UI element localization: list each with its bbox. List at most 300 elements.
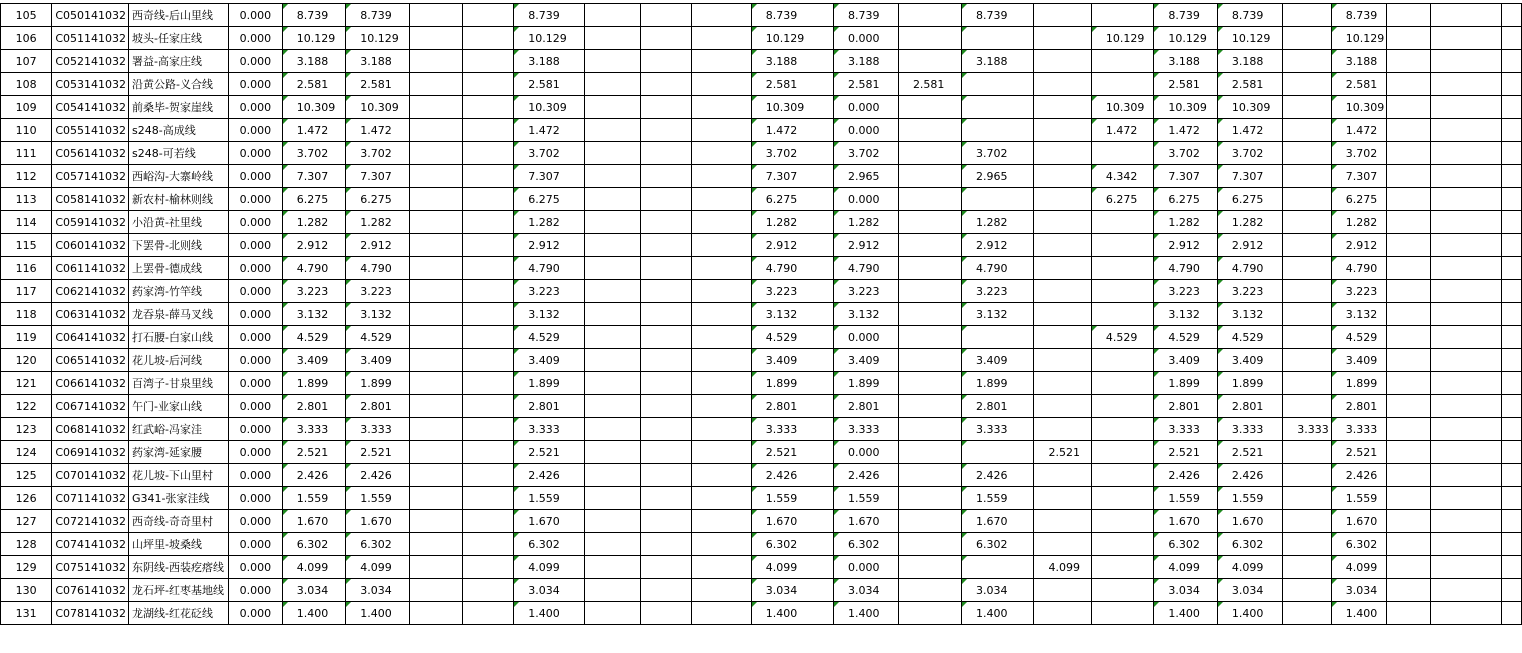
table-cell[interactable] — [1091, 257, 1154, 280]
table-cell[interactable] — [1431, 280, 1502, 303]
table-cell[interactable] — [1034, 372, 1091, 395]
table-cell[interactable] — [640, 50, 692, 73]
table-cell[interactable]: 2.801 — [1217, 395, 1282, 418]
table-cell[interactable] — [692, 372, 751, 395]
table-cell[interactable]: 1.559 — [834, 487, 899, 510]
table-cell[interactable] — [1034, 142, 1091, 165]
table-cell[interactable] — [463, 602, 514, 625]
table-cell[interactable] — [1502, 602, 1522, 625]
table-cell[interactable] — [1387, 556, 1431, 579]
table-cell[interactable]: G341-张家洼线 — [129, 487, 229, 510]
table-cell[interactable]: 129 — [1, 556, 52, 579]
table-cell[interactable]: 4.790 — [1217, 257, 1282, 280]
table-cell[interactable] — [1387, 119, 1431, 142]
table-cell[interactable]: C062141032 — [52, 280, 129, 303]
table-cell[interactable] — [409, 510, 463, 533]
table-cell[interactable]: 3.333 — [1217, 418, 1282, 441]
table-cell[interactable]: 0.000 — [228, 533, 282, 556]
table-cell[interactable]: 3.409 — [346, 349, 409, 372]
table-cell[interactable] — [585, 27, 641, 50]
table-cell[interactable] — [463, 234, 514, 257]
table-cell[interactable]: 2.912 — [346, 234, 409, 257]
table-cell[interactable]: 1.670 — [962, 510, 1034, 533]
table-cell[interactable]: 0.000 — [834, 556, 899, 579]
table-cell[interactable] — [1091, 234, 1154, 257]
table-cell[interactable]: 3.223 — [346, 280, 409, 303]
table-cell[interactable] — [463, 441, 514, 464]
table-cell[interactable]: 3.188 — [282, 50, 345, 73]
table-cell[interactable]: 1.899 — [751, 372, 833, 395]
table-cell[interactable]: C057141032 — [52, 165, 129, 188]
table-cell[interactable]: 118 — [1, 303, 52, 326]
table-cell[interactable] — [1034, 602, 1091, 625]
table-cell[interactable]: 7.307 — [751, 165, 833, 188]
table-cell[interactable]: 1.282 — [751, 211, 833, 234]
table-cell[interactable]: 3.333 — [751, 418, 833, 441]
table-cell[interactable]: 121 — [1, 372, 52, 395]
table-cell[interactable] — [1387, 487, 1431, 510]
table-cell[interactable]: 2.912 — [1154, 234, 1217, 257]
table-cell[interactable]: 8.739 — [282, 4, 345, 27]
table-cell[interactable] — [1387, 418, 1431, 441]
table-cell[interactable]: 120 — [1, 349, 52, 372]
table-cell[interactable] — [585, 96, 641, 119]
table-cell[interactable]: 0.000 — [228, 73, 282, 96]
table-cell[interactable] — [1387, 303, 1431, 326]
table-cell[interactable]: 3.409 — [1331, 349, 1387, 372]
table-cell[interactable]: C063141032 — [52, 303, 129, 326]
table-cell[interactable]: 113 — [1, 188, 52, 211]
table-cell[interactable] — [1431, 464, 1502, 487]
table-cell[interactable]: 6.275 — [1331, 188, 1387, 211]
table-cell[interactable] — [1502, 326, 1522, 349]
table-cell[interactable] — [1502, 142, 1522, 165]
table-cell[interactable] — [898, 487, 961, 510]
table-cell[interactable]: 8.739 — [1217, 4, 1282, 27]
table-cell[interactable]: 1.559 — [751, 487, 833, 510]
table-cell[interactable]: 0.000 — [228, 464, 282, 487]
table-cell[interactable]: 7.307 — [282, 165, 345, 188]
table-cell[interactable] — [1034, 188, 1091, 211]
table-cell[interactable] — [1283, 395, 1332, 418]
table-cell[interactable]: 1.472 — [1091, 119, 1154, 142]
table-cell[interactable]: 108 — [1, 73, 52, 96]
table-cell[interactable]: 0.000 — [228, 303, 282, 326]
table-cell[interactable]: 10.309 — [514, 96, 585, 119]
table-cell[interactable] — [692, 119, 751, 142]
table-cell[interactable] — [1502, 487, 1522, 510]
table-cell[interactable] — [463, 395, 514, 418]
table-cell[interactable]: 3.333 — [962, 418, 1034, 441]
table-cell[interactable] — [1431, 119, 1502, 142]
table-cell[interactable]: 1.400 — [751, 602, 833, 625]
table-cell[interactable] — [898, 510, 961, 533]
table-cell[interactable]: 4.529 — [1154, 326, 1217, 349]
table-cell[interactable] — [1431, 372, 1502, 395]
table-cell[interactable] — [585, 50, 641, 73]
table-cell[interactable] — [409, 441, 463, 464]
table-cell[interactable]: 1.400 — [1331, 602, 1387, 625]
table-cell[interactable]: 1.282 — [834, 211, 899, 234]
table-cell[interactable] — [962, 326, 1034, 349]
table-cell[interactable] — [1034, 73, 1091, 96]
table-cell[interactable] — [1387, 510, 1431, 533]
table-cell[interactable]: 2.912 — [1331, 234, 1387, 257]
table-cell[interactable] — [585, 556, 641, 579]
table-cell[interactable] — [1034, 119, 1091, 142]
table-cell[interactable] — [463, 303, 514, 326]
table-cell[interactable]: 2.521 — [282, 441, 345, 464]
table-cell[interactable] — [1502, 533, 1522, 556]
table-cell[interactable] — [463, 326, 514, 349]
table-cell[interactable] — [585, 372, 641, 395]
table-cell[interactable] — [692, 556, 751, 579]
table-cell[interactable] — [1091, 602, 1154, 625]
table-cell[interactable]: 打石腰-白家山线 — [129, 326, 229, 349]
table-cell[interactable]: 0.000 — [228, 349, 282, 372]
table-cell[interactable] — [640, 418, 692, 441]
table-cell[interactable]: 3.034 — [751, 579, 833, 602]
table-cell[interactable]: 3.702 — [962, 142, 1034, 165]
table-cell[interactable]: 110 — [1, 119, 52, 142]
table-cell[interactable]: 3.034 — [514, 579, 585, 602]
table-cell[interactable]: 3.409 — [751, 349, 833, 372]
table-cell[interactable] — [1502, 510, 1522, 533]
table-cell[interactable] — [585, 464, 641, 487]
table-cell[interactable] — [585, 326, 641, 349]
table-cell[interactable] — [692, 165, 751, 188]
table-cell[interactable]: 2.801 — [834, 395, 899, 418]
table-cell[interactable]: 8.739 — [514, 4, 585, 27]
table-cell[interactable]: 1.670 — [1217, 510, 1282, 533]
table-cell[interactable] — [585, 510, 641, 533]
table-cell[interactable] — [1387, 602, 1431, 625]
table-cell[interactable] — [640, 280, 692, 303]
table-cell[interactable]: 3.702 — [1331, 142, 1387, 165]
table-cell[interactable] — [1431, 441, 1502, 464]
table-cell[interactable] — [898, 556, 961, 579]
table-cell[interactable]: 2.581 — [282, 73, 345, 96]
table-cell[interactable] — [585, 349, 641, 372]
table-cell[interactable] — [409, 464, 463, 487]
table-cell[interactable] — [1034, 510, 1091, 533]
table-cell[interactable]: 126 — [1, 487, 52, 510]
table-cell[interactable] — [898, 234, 961, 257]
table-cell[interactable] — [409, 602, 463, 625]
table-cell[interactable]: 10.309 — [1331, 96, 1387, 119]
table-cell[interactable] — [585, 303, 641, 326]
table-cell[interactable] — [463, 27, 514, 50]
table-cell[interactable] — [898, 96, 961, 119]
table-cell[interactable]: 1.899 — [1154, 372, 1217, 395]
table-cell[interactable] — [898, 441, 961, 464]
table-cell[interactable]: 2.801 — [514, 395, 585, 418]
table-cell[interactable] — [1502, 4, 1522, 27]
table-cell[interactable] — [1502, 556, 1522, 579]
table-cell[interactable]: 6.275 — [1091, 188, 1154, 211]
table-cell[interactable]: 1.400 — [1217, 602, 1282, 625]
table-cell[interactable] — [898, 326, 961, 349]
table-cell[interactable] — [1091, 50, 1154, 73]
table-cell[interactable] — [1034, 280, 1091, 303]
table-cell[interactable]: 3.132 — [282, 303, 345, 326]
table-cell[interactable]: 西峪沟-大寨岭线 — [129, 165, 229, 188]
table-cell[interactable]: 2.426 — [346, 464, 409, 487]
table-cell[interactable] — [1091, 556, 1154, 579]
table-cell[interactable]: C056141032 — [52, 142, 129, 165]
table-cell[interactable] — [1091, 280, 1154, 303]
table-cell[interactable] — [1431, 579, 1502, 602]
table-cell[interactable]: 3.132 — [346, 303, 409, 326]
table-cell[interactable]: C070141032 — [52, 464, 129, 487]
table-cell[interactable]: 药家湾-延家腰 — [129, 441, 229, 464]
table-cell[interactable] — [1283, 349, 1332, 372]
table-cell[interactable] — [463, 280, 514, 303]
table-cell[interactable] — [409, 73, 463, 96]
table-cell[interactable]: 3.702 — [1217, 142, 1282, 165]
table-cell[interactable]: 3.188 — [1331, 50, 1387, 73]
table-cell[interactable] — [409, 27, 463, 50]
table-cell[interactable] — [1034, 96, 1091, 119]
table-cell[interactable]: 6.275 — [1154, 188, 1217, 211]
table-cell[interactable] — [1091, 395, 1154, 418]
table-cell[interactable]: 10.129 — [1091, 27, 1154, 50]
table-cell[interactable]: 10.309 — [751, 96, 833, 119]
table-cell[interactable] — [1387, 211, 1431, 234]
table-cell[interactable]: 2.801 — [962, 395, 1034, 418]
table-cell[interactable] — [463, 165, 514, 188]
table-cell[interactable]: 3.034 — [962, 579, 1034, 602]
table-cell[interactable] — [640, 211, 692, 234]
table-cell[interactable] — [463, 188, 514, 211]
table-cell[interactable] — [1283, 234, 1332, 257]
table-cell[interactable]: 3.409 — [962, 349, 1034, 372]
table-cell[interactable]: 0.000 — [228, 96, 282, 119]
table-cell[interactable]: 3.188 — [514, 50, 585, 73]
table-cell[interactable] — [585, 142, 641, 165]
table-cell[interactable]: 署益-高家庄线 — [129, 50, 229, 73]
table-cell[interactable] — [1034, 533, 1091, 556]
table-cell[interactable] — [409, 349, 463, 372]
table-cell[interactable] — [463, 487, 514, 510]
table-cell[interactable] — [640, 372, 692, 395]
table-cell[interactable]: 0.000 — [834, 326, 899, 349]
table-cell[interactable]: 3.188 — [346, 50, 409, 73]
table-cell[interactable]: 2.521 — [514, 441, 585, 464]
table-cell[interactable]: 3.034 — [1217, 579, 1282, 602]
table-cell[interactable]: 3.223 — [834, 280, 899, 303]
table-cell[interactable]: 山坪里-坡桑线 — [129, 533, 229, 556]
table-cell[interactable] — [640, 119, 692, 142]
table-cell[interactable] — [962, 188, 1034, 211]
table-cell[interactable]: 109 — [1, 96, 52, 119]
table-cell[interactable]: 2.801 — [1154, 395, 1217, 418]
table-cell[interactable]: 7.307 — [1154, 165, 1217, 188]
table-cell[interactable] — [1034, 395, 1091, 418]
table-cell[interactable]: 2.581 — [1331, 73, 1387, 96]
table-cell[interactable]: 7.307 — [1217, 165, 1282, 188]
table-cell[interactable]: 2.912 — [962, 234, 1034, 257]
table-cell[interactable]: C065141032 — [52, 349, 129, 372]
table-cell[interactable] — [1091, 579, 1154, 602]
table-cell[interactable]: 3.188 — [751, 50, 833, 73]
table-cell[interactable]: 1.559 — [1154, 487, 1217, 510]
table-cell[interactable]: 1.559 — [282, 487, 345, 510]
table-cell[interactable] — [640, 234, 692, 257]
table-cell[interactable]: 前桑毕-贺家崖线 — [129, 96, 229, 119]
table-cell[interactable] — [1034, 418, 1091, 441]
table-cell[interactable] — [1431, 349, 1502, 372]
table-cell[interactable] — [585, 533, 641, 556]
table-cell[interactable]: 百湾子-甘泉里线 — [129, 372, 229, 395]
table-cell[interactable]: 0.000 — [228, 234, 282, 257]
table-cell[interactable]: 4.099 — [282, 556, 345, 579]
table-cell[interactable]: 2.426 — [751, 464, 833, 487]
table-cell[interactable]: 8.739 — [751, 4, 833, 27]
table-cell[interactable] — [1502, 211, 1522, 234]
table-cell[interactable]: C069141032 — [52, 441, 129, 464]
table-cell[interactable] — [1431, 556, 1502, 579]
table-cell[interactable]: 0.000 — [228, 441, 282, 464]
table-cell[interactable]: C054141032 — [52, 96, 129, 119]
table-cell[interactable]: C076141032 — [52, 579, 129, 602]
table-cell[interactable] — [409, 533, 463, 556]
table-cell[interactable]: 1.559 — [346, 487, 409, 510]
table-cell[interactable] — [640, 556, 692, 579]
table-cell[interactable] — [463, 50, 514, 73]
table-cell[interactable]: 1.472 — [1331, 119, 1387, 142]
table-cell[interactable] — [692, 579, 751, 602]
table-cell[interactable]: 2.426 — [962, 464, 1034, 487]
table-cell[interactable] — [409, 395, 463, 418]
table-cell[interactable]: 1.670 — [1331, 510, 1387, 533]
table-cell[interactable] — [1283, 326, 1332, 349]
table-cell[interactable]: 红武峪-冯家洼 — [129, 418, 229, 441]
table-cell[interactable]: 6.302 — [282, 533, 345, 556]
table-cell[interactable] — [1034, 487, 1091, 510]
table-cell[interactable] — [1431, 418, 1502, 441]
table-cell[interactable]: 2.912 — [751, 234, 833, 257]
table-cell[interactable]: 4.790 — [346, 257, 409, 280]
table-cell[interactable] — [1283, 602, 1332, 625]
table-cell[interactable] — [585, 257, 641, 280]
table-cell[interactable]: 2.521 — [1331, 441, 1387, 464]
table-cell[interactable] — [1431, 326, 1502, 349]
table-cell[interactable]: 1.400 — [514, 602, 585, 625]
table-cell[interactable] — [1283, 510, 1332, 533]
table-cell[interactable]: 西奇线-奇奇里村 — [129, 510, 229, 533]
table-cell[interactable]: 2.521 — [1154, 441, 1217, 464]
table-cell[interactable]: 4.529 — [751, 326, 833, 349]
table-cell[interactable]: 3.702 — [1154, 142, 1217, 165]
table-cell[interactable]: C072141032 — [52, 510, 129, 533]
table-cell[interactable]: 6.275 — [751, 188, 833, 211]
table-cell[interactable] — [898, 188, 961, 211]
table-cell[interactable]: 111 — [1, 142, 52, 165]
table-cell[interactable]: 1.899 — [834, 372, 899, 395]
table-cell[interactable]: 1.472 — [1154, 119, 1217, 142]
table-cell[interactable] — [1034, 4, 1091, 27]
table-cell[interactable] — [463, 533, 514, 556]
table-cell[interactable]: 6.275 — [1217, 188, 1282, 211]
table-cell[interactable] — [1502, 96, 1522, 119]
table-cell[interactable] — [1502, 464, 1522, 487]
table-cell[interactable] — [692, 142, 751, 165]
table-cell[interactable] — [962, 73, 1034, 96]
table-cell[interactable]: 127 — [1, 510, 52, 533]
table-cell[interactable] — [898, 27, 961, 50]
table-cell[interactable]: 3.132 — [751, 303, 833, 326]
table-cell[interactable]: 1.282 — [514, 211, 585, 234]
table-cell[interactable]: 3.223 — [751, 280, 833, 303]
table-cell[interactable] — [463, 464, 514, 487]
table-cell[interactable] — [409, 487, 463, 510]
table-cell[interactable] — [1431, 188, 1502, 211]
table-cell[interactable]: 6.275 — [346, 188, 409, 211]
table-cell[interactable]: 3.223 — [1217, 280, 1282, 303]
table-cell[interactable] — [1091, 142, 1154, 165]
table-cell[interactable]: 6.302 — [962, 533, 1034, 556]
table-cell[interactable]: 1.670 — [514, 510, 585, 533]
table-cell[interactable] — [1502, 234, 1522, 257]
table-cell[interactable] — [1387, 96, 1431, 119]
table-cell[interactable]: 107 — [1, 50, 52, 73]
table-cell[interactable]: 10.129 — [346, 27, 409, 50]
table-cell[interactable]: 3.702 — [834, 142, 899, 165]
table-cell[interactable]: 7.307 — [514, 165, 585, 188]
table-cell[interactable]: 上罢骨-德成线 — [129, 257, 229, 280]
table-cell[interactable] — [1283, 533, 1332, 556]
table-cell[interactable] — [640, 4, 692, 27]
table-cell[interactable]: 0.000 — [228, 142, 282, 165]
table-cell[interactable] — [1091, 349, 1154, 372]
table-cell[interactable] — [585, 579, 641, 602]
table-cell[interactable]: 4.099 — [514, 556, 585, 579]
table-cell[interactable]: C075141032 — [52, 556, 129, 579]
table-cell[interactable] — [409, 579, 463, 602]
table-cell[interactable] — [585, 73, 641, 96]
table-cell[interactable]: 0.000 — [228, 280, 282, 303]
table-cell[interactable]: C052141032 — [52, 50, 129, 73]
table-cell[interactable]: 112 — [1, 165, 52, 188]
table-cell[interactable]: 6.302 — [1154, 533, 1217, 556]
table-cell[interactable] — [463, 119, 514, 142]
table-cell[interactable] — [1283, 73, 1332, 96]
table-cell[interactable] — [692, 510, 751, 533]
table-cell[interactable] — [1387, 234, 1431, 257]
table-cell[interactable] — [1387, 142, 1431, 165]
table-cell[interactable] — [463, 257, 514, 280]
table-cell[interactable]: 1.899 — [346, 372, 409, 395]
table-cell[interactable] — [1431, 234, 1502, 257]
table-cell[interactable]: 3.333 — [834, 418, 899, 441]
table-cell[interactable] — [640, 73, 692, 96]
table-cell[interactable] — [463, 211, 514, 234]
table-cell[interactable] — [898, 50, 961, 73]
table-cell[interactable]: C055141032 — [52, 119, 129, 142]
table-cell[interactable] — [1034, 349, 1091, 372]
table-cell[interactable]: 4.790 — [751, 257, 833, 280]
table-cell[interactable]: 8.739 — [346, 4, 409, 27]
table-cell[interactable]: 3.132 — [962, 303, 1034, 326]
table-cell[interactable] — [692, 188, 751, 211]
table-cell[interactable] — [409, 556, 463, 579]
table-cell[interactable]: 药家湾-竹竿线 — [129, 280, 229, 303]
table-cell[interactable]: 10.129 — [282, 27, 345, 50]
table-cell[interactable]: 3.333 — [282, 418, 345, 441]
table-cell[interactable]: C060141032 — [52, 234, 129, 257]
table-cell[interactable] — [1283, 441, 1332, 464]
